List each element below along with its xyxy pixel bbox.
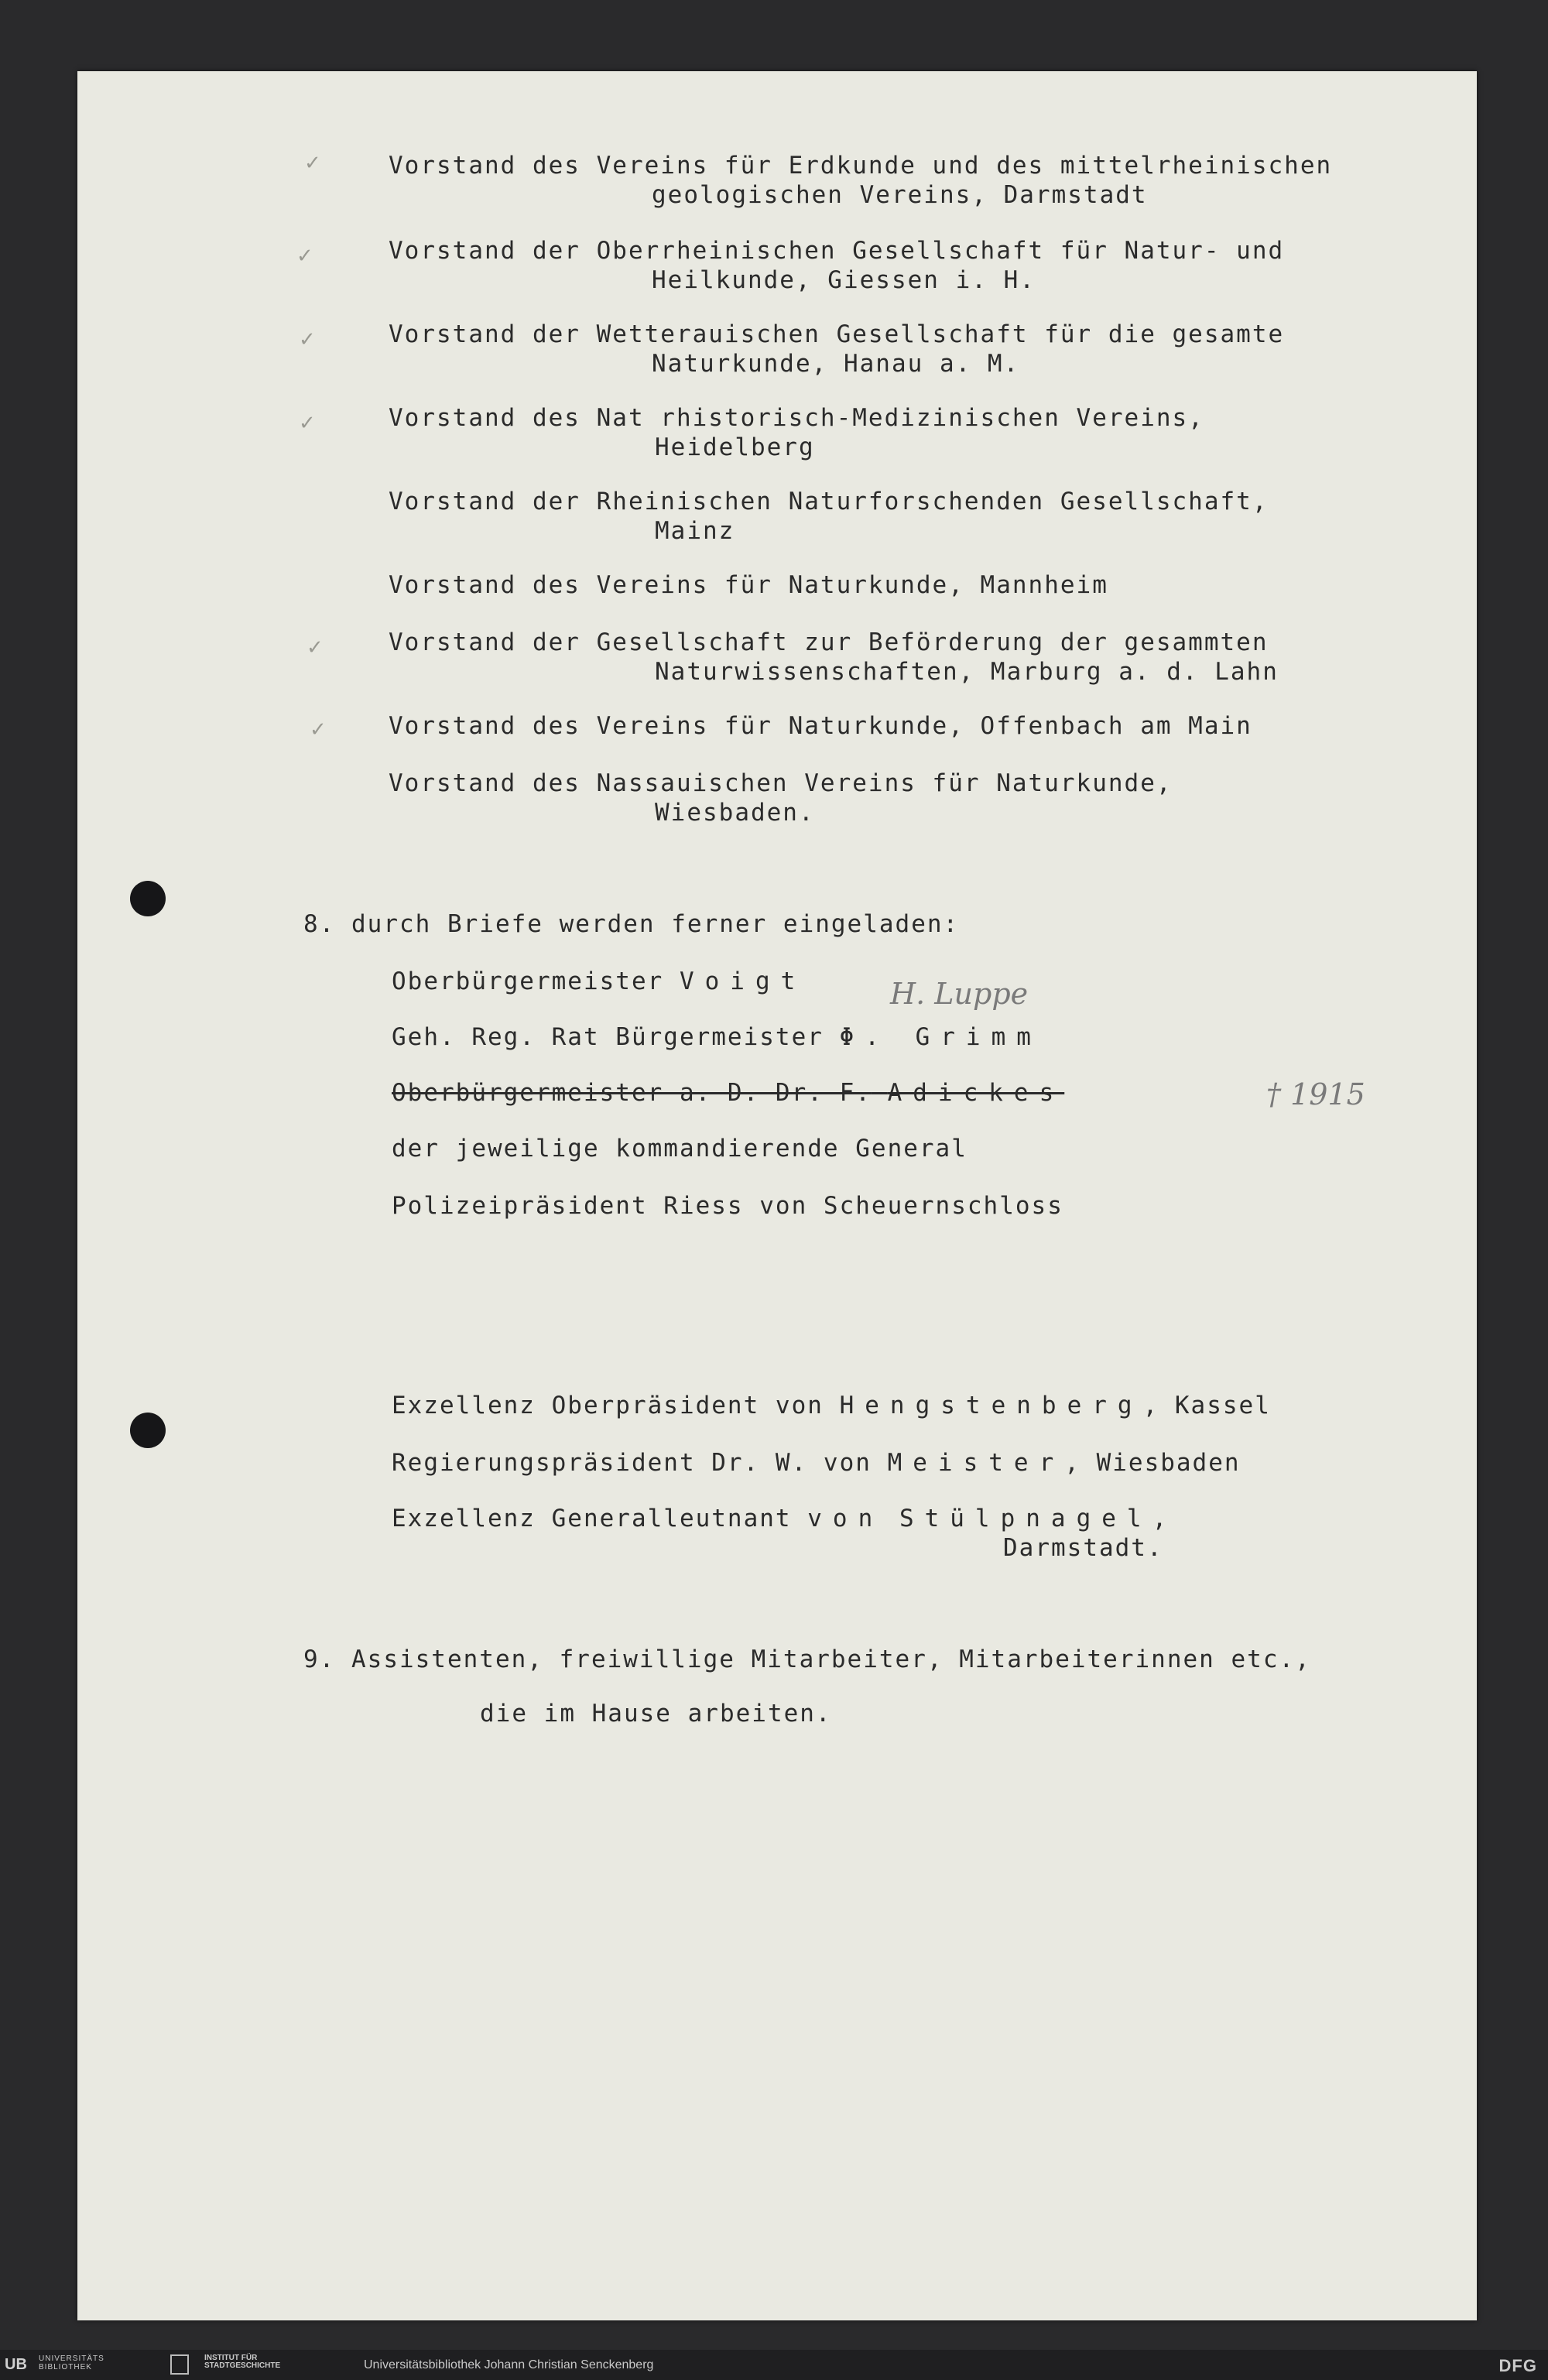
entry-9-line2: Wiesbaden.	[655, 799, 815, 827]
check-mark-3: ✓	[299, 328, 316, 351]
library-name: Universitätsbibliothek Johann Christian Senckenberg	[364, 2358, 654, 2371]
institute-logo-icon	[170, 2354, 189, 2375]
entry-4-line2: Heidelberg	[655, 433, 815, 461]
entry-8-line1: Vorstand des Vereins für Naturkunde, Offenbach am Main	[389, 712, 1252, 740]
invitee-meister-place: , Wiesbaden	[1064, 1449, 1241, 1477]
entry-3-line1: Vorstand der Wetterauischen Gesellschaft für die gesamte	[389, 320, 1285, 348]
entry-1-line2: geologischen Vereins, Darmstadt	[652, 181, 1148, 209]
entry-5-line1: Vorstand der Rheinischen Naturforschenden Gesellschaft,	[389, 488, 1269, 515]
entry-2-line1: Vorstand der Oberrheinischen Gesellschaft für Natur- und	[389, 237, 1285, 265]
invitee-adickes-struck	[392, 1079, 1064, 1107]
handwritten-luppe: H. Luppe	[890, 977, 1029, 1011]
invitee-meister-name: Meister	[887, 1449, 1065, 1477]
invitee-meister	[392, 1449, 1241, 1477]
check-mark-2: ✓	[296, 245, 313, 268]
entry-7-line2: Naturwissenschaften, Marburg a. d. Lahn	[655, 658, 1279, 686]
invitee-hengstenberg-place: , Kassel	[1142, 1392, 1271, 1419]
invitee-hengstenberg-title: Exzellenz Oberpräsident von	[392, 1392, 824, 1419]
invitee-hengstenberg-name: Hengstenberg	[839, 1392, 1143, 1419]
invitee-grimm-title: Geh. Reg. Rat Bürgermeister	[392, 1023, 824, 1051]
invitee-adickes-title: Oberbürgermeister a. D. Dr. F.	[392, 1079, 872, 1107]
invitee-stuelpnagel	[392, 1505, 1177, 1532]
invitee-voigt	[392, 967, 806, 995]
entry-6-line1: Vorstand des Vereins für Naturkunde, Mannheim	[389, 571, 1108, 599]
invitee-grimm	[392, 1023, 1042, 1051]
check-mark-8: ✓	[310, 718, 327, 741]
invitee-adickes-name: Adickes	[887, 1079, 1065, 1107]
invitee-hengstenberg	[392, 1392, 1271, 1419]
punch-hole-top	[130, 881, 166, 916]
dfg-logo: DFG	[1498, 2356, 1537, 2375]
check-mark-4: ✓	[299, 412, 316, 435]
invitee-stuelpnagel-von: von	[807, 1505, 884, 1532]
ub-logo: UB	[5, 2356, 27, 2373]
punch-hole-bottom	[130, 1413, 166, 1448]
entry-3-line2: Naturkunde, Hanau a. M.	[652, 350, 1020, 378]
entry-9-line1: Vorstand des Nassauischen Vereins für Naturkunde,	[389, 769, 1173, 797]
entry-7-line1: Vorstand der Gesellschaft zur Beförderung der gesammten	[389, 628, 1269, 656]
entry-5-line2: Mainz	[655, 517, 735, 545]
check-mark-7: ✓	[307, 636, 324, 659]
section-8-heading: 8. durch Briefe werden ferner eingeladen:	[303, 910, 960, 938]
handwritten-death-note: † 1915	[1266, 1077, 1365, 1111]
ub-logo-text: UNIVERSITÄTS BIBLIOTHEK	[39, 2354, 104, 2371]
invitee-stuelpnagel-name: Stülpnagel,	[899, 1505, 1178, 1532]
invitee-voigt-name: Voigt	[679, 967, 807, 995]
invitee-meister-title: Regierungspräsident Dr. W. von	[392, 1449, 872, 1477]
invitee-stuelpnagel-place: Darmstadt.	[1003, 1534, 1163, 1562]
footer-bar	[0, 2350, 1548, 2380]
invitee-voigt-title: Oberbürgermeister	[392, 967, 664, 995]
invitee-grimm-name: Φ. Grimm	[839, 1023, 1042, 1051]
invitee-polizei: Polizeipräsident Riess von Scheuernschloss	[392, 1192, 1063, 1220]
invitee-general: der jeweilige kommandierende General	[392, 1135, 968, 1163]
entry-4-line1: Vorstand des Nat rhistorisch-Medizinischen Vereins,	[389, 404, 1204, 432]
institute-logo-text: INSTITUT FÜR STADTGESCHICHTE	[204, 2354, 281, 2370]
section-9-line2: die im Hause arbeiten.	[480, 1700, 832, 1728]
check-mark-1: ✓	[304, 152, 321, 175]
section-9-line1: 9. Assistenten, freiwillige Mitarbeiter, Mitarbeiterinnen etc.,	[303, 1645, 1311, 1673]
invitee-stuelpnagel-title: Exzellenz Generalleutnant	[392, 1505, 792, 1532]
entry-2-line2: Heilkunde, Giessen i. H.	[652, 266, 1036, 294]
entry-1-line1: Vorstand des Vereins für Erdkunde und des mittelrheinischen	[389, 152, 1333, 180]
